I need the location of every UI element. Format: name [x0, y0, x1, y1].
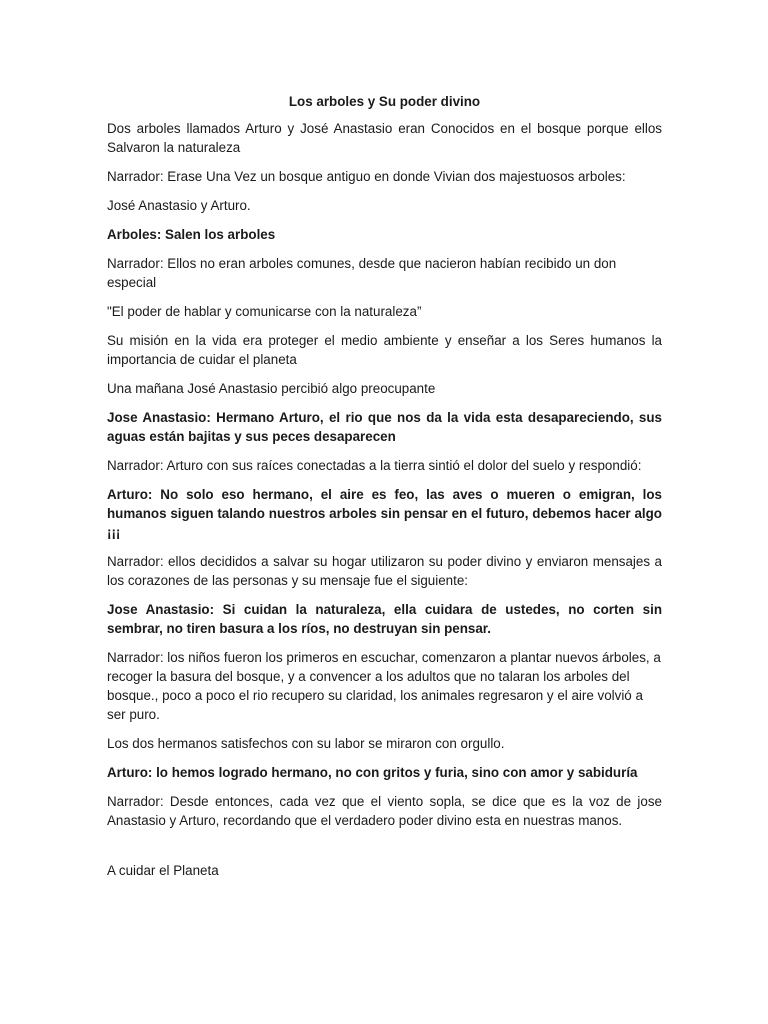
closing-line: A cuidar el Planeta [107, 863, 219, 878]
paragraph-narrator-5: Narrador: los niños fueron los primeros en escuchar, comenzaron a plantar nuevos árboles, a recoger la basura del bosque, y a convencer a los adultos que no talaran los arboles del bosque., poco a poco el rio recupero su claridad, los animales regresaron y el aire volvió a ser puro. [107, 650, 661, 722]
document-title: Los arboles y Su poder divino [288, 94, 481, 109]
paragraph-narrator-1: Narrador: Erase Una Vez un bosque antiguo en donde Vivian dos majestuosos arboles: [107, 169, 626, 184]
paragraph-mision: Su misión en la vida era proteger el medio ambiente y enseñar a los Seres humanos la importancia de cuidar el planeta [107, 333, 662, 367]
paragraph-intro: Dos arboles llamados Arturo y José Anastasio eran Conocidos en el bosque porque ellos Salvaron la naturaleza [107, 121, 662, 155]
paragraph-jose-1: Jose Anastasio: Hermano Arturo, el rio que nos da la vida esta desapareciendo, sus aguas están bajitas y sus peces desaparecen [107, 410, 662, 444]
paragraph-hermanos: Los dos hermanos satisfechos con su labor se miraron con orgullo. [107, 736, 505, 751]
paragraph-manana: Una mañana José Anastasio percibió algo preocupante [107, 381, 436, 396]
paragraph-quote: "El poder de hablar y comunicarse con la naturaleza” [107, 304, 422, 319]
paragraph-narrator-4: Narrador: ellos decididos a salvar su hogar utilizaron su poder divino y enviaron mensajes a los corazones de las personas y su mensaje fue el siguiente: [107, 554, 662, 588]
paragraph-arturo-2: Arturo: lo hemos logrado hermano, no con gritos y furia, sino con amor y sabiduría [107, 765, 638, 780]
paragraph-narrator-6: Narrador: Desde entonces, cada vez que el viento sopla, se dice que es la voz de jose Anastasio y Arturo, recordando que el verdadero poder divino esta en nuestras manos. [107, 794, 662, 828]
paragraph-names: José Anastasio y Arturo. [107, 198, 251, 213]
paragraph-narrator-3: Narrador: Arturo con sus raíces conectadas a la tierra sintió el dolor del suelo y respondió: [107, 458, 642, 473]
document-page [107, 92, 662, 890]
paragraph-arboles: Arboles: Salen los arboles [107, 227, 276, 242]
blank-line [107, 840, 662, 861]
paragraph-narrator-2: Narrador: Ellos no eran arboles comunes, desde que nacieron habían recibido un don especial [107, 256, 617, 290]
paragraph-jose-2: Jose Anastasio: Si cuidan la naturaleza, ella cuidara de ustedes, no corten sin sembrar, no tiren basura a los ríos, no destruyan sin pensar. [107, 602, 662, 636]
paragraph-arturo-1: Arturo: No solo eso hermano, el aire es feo, las aves o mueren o emigran, los humanos siguen talando nuestros arboles sin pensar en el futuro, debemos hacer algo ¡¡¡ [107, 487, 662, 540]
